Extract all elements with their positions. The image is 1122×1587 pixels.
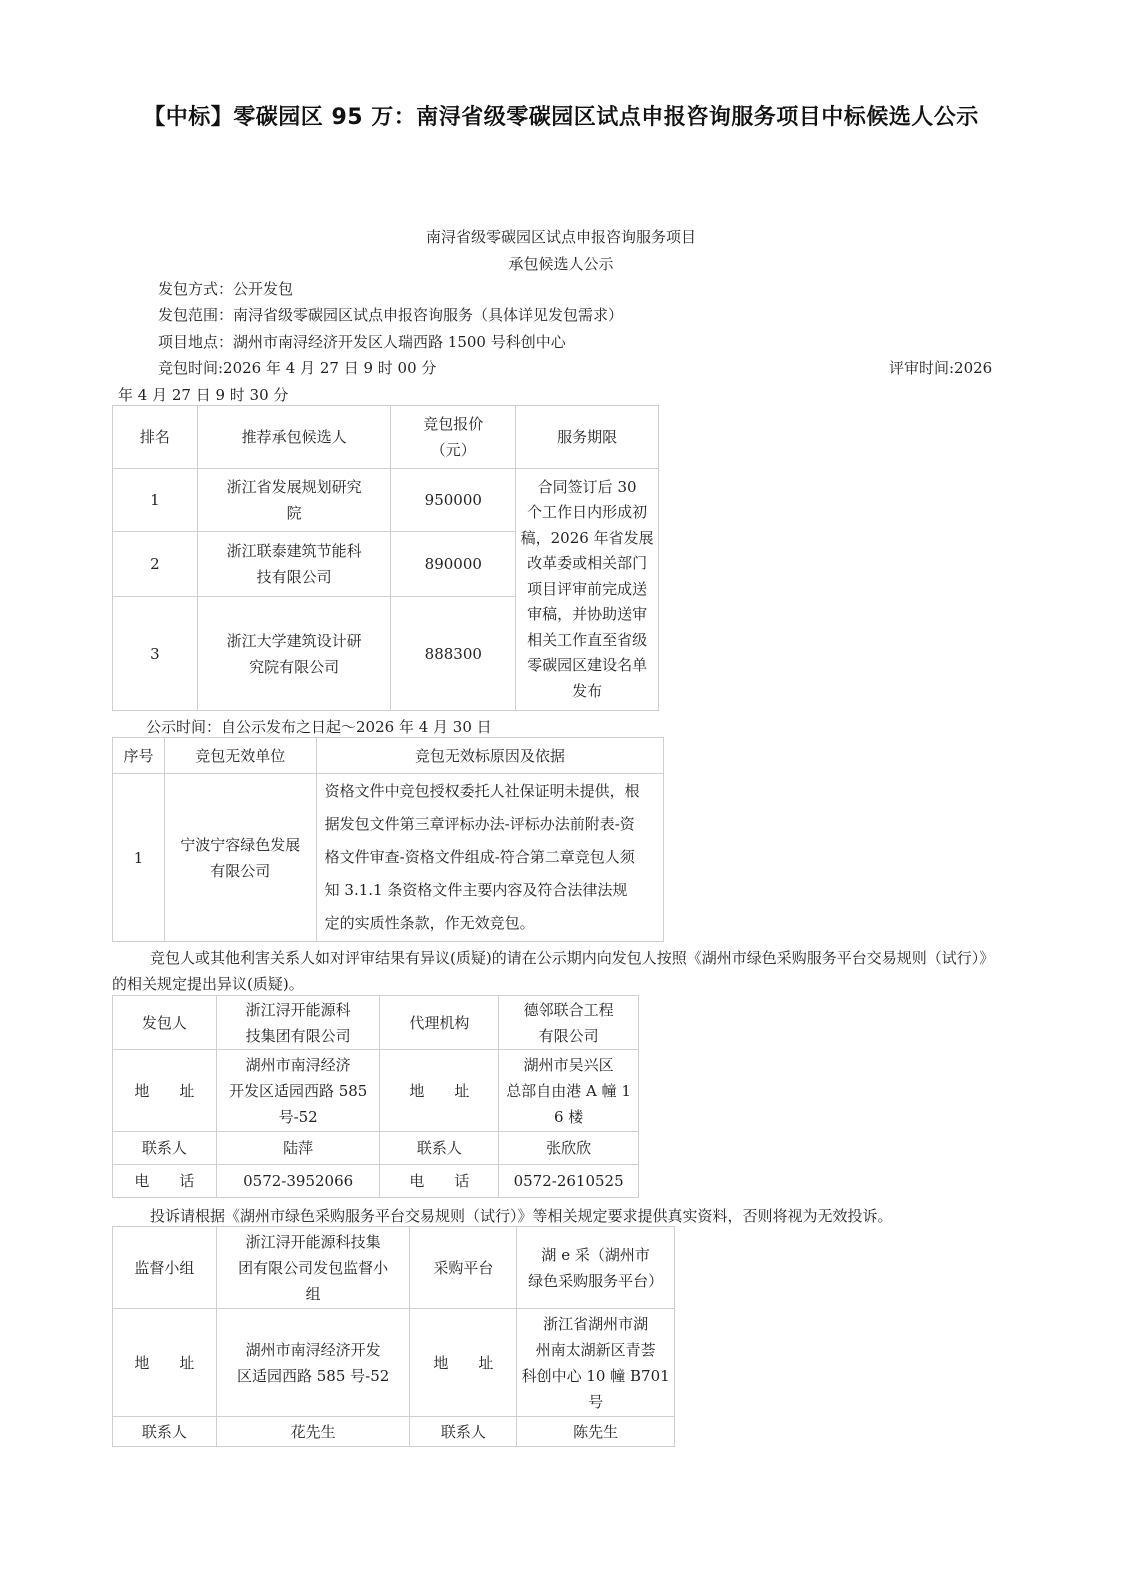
platform-name: 湖 e 采（湖州市 绿色采购服务平台）: [517, 1227, 675, 1309]
owner-name: 浙江浔开能源科 技集团有限公司: [216, 996, 380, 1050]
rank: 1: [113, 469, 198, 532]
supervisor-label: 监督小组: [113, 1227, 217, 1309]
complaint-notice: 投诉请根据《湖州市绿色采购服务平台交易规则（试行）》等相关规定要求提供真实资料，否则将视为无效投诉。: [150, 1207, 893, 1225]
agent-name: 德邻联合工程 有限公司: [499, 996, 639, 1050]
table-row: [113, 1165, 639, 1198]
header-service-period: 服务期限: [516, 406, 659, 469]
address-label: 地 址: [410, 1309, 517, 1417]
bid-price: 950000: [391, 469, 516, 532]
platform-address: 浙江省湖州市湖 州南太湖新区青荟 科创中心 10 幢 B701 号: [517, 1309, 675, 1417]
table-row: [113, 1227, 675, 1309]
bid-scope: 发包范围：南浔省级零碳园区试点申报咨询服务（具体详见发包需求）: [158, 306, 624, 324]
invalid-bids-table: [112, 737, 664, 942]
table-header-row: [113, 738, 664, 774]
table-row: [113, 1309, 675, 1417]
owner-address: 湖州市南浔经济 开发区适园西路 585 号-52: [216, 1050, 380, 1132]
bid-price: 888300: [391, 597, 516, 711]
header-invalid-unit: 竞包无效单位: [164, 738, 316, 774]
table-row: [113, 1417, 675, 1447]
page-title: 【中标】零碳园区 95 万：南浔省级零碳园区试点申报咨询服务项目中标候选人公示: [143, 105, 979, 130]
bid-price: 890000: [391, 532, 516, 597]
agent-contact: 张欣欣: [499, 1132, 639, 1165]
row-no: 1: [113, 774, 165, 942]
contact-label: 联系人: [113, 1132, 217, 1165]
address-label: 地 址: [113, 1309, 217, 1417]
address-label: 地 址: [113, 1050, 217, 1132]
table-row: [113, 469, 659, 532]
table-header-row: [113, 406, 659, 469]
document-title: 南浔省级零碳园区试点申报咨询服务项目: [425, 228, 696, 246]
candidate-name: 浙江联泰建筑节能科 技有限公司: [197, 532, 391, 597]
header-candidate: 推荐承包候选人: [197, 406, 391, 469]
header-rank: 排名: [113, 406, 198, 469]
owner-label: 发包人: [113, 996, 217, 1050]
publicity-time: 公示时间：自公示发布之日起～2026 年 4 月 30 日: [146, 718, 492, 736]
contact-label: 联系人: [410, 1417, 517, 1447]
table-row: [113, 1132, 639, 1165]
header-price: 竞包报价 （元）: [391, 406, 516, 469]
phone-label: 电 话: [380, 1165, 499, 1198]
invalid-reason: 资格文件中竞包授权委托人社保证明未提供，根 据发包文件第三章评标办法-评标办法前附表-资 格文件审查-资格文件组成-符合第二章竞包人须 知 3.1.1 条资格文件主要内容及符合法律法规 定的实质性条款，作无效竞包。: [316, 774, 663, 942]
address-label: 地 址: [380, 1050, 499, 1132]
phone-label: 电 话: [113, 1165, 217, 1198]
supervision-table: [112, 1226, 675, 1447]
owner-contact: 陆萍: [216, 1132, 380, 1165]
header-no: 序号: [113, 738, 165, 774]
objection-notice: 竞包人或其他利害关系人如对评审结果有异议(质疑)的请在公示期内向发包人按照《湖州市绿色采购服务平台交易规则（试行）》的相关规定提出异议(质疑)。: [112, 949, 995, 993]
supervisor-address: 湖州市南浔经济开发 区适园西路 585 号-52: [216, 1309, 410, 1417]
agent-label: 代理机构: [380, 996, 499, 1050]
platform-label: 采购平台: [410, 1227, 517, 1309]
candidates-table: [112, 405, 659, 711]
review-time: 评审时间:2026: [889, 359, 993, 377]
project-location: 项目地点：湖州市南浔经济开发区人瑞西路 1500 号科创中心: [158, 333, 566, 351]
bid-time: 竞包时间:2026 年 4 月 27 日 9 时 00 分: [158, 359, 437, 377]
bid-method: 发包方式：公开发包: [158, 280, 294, 298]
platform-contact: 陈先生: [517, 1417, 675, 1447]
invalid-unit: 宁波宁容绿色发展 有限公司: [164, 774, 316, 942]
rank: 3: [113, 597, 198, 711]
header-invalid-reason: 竞包无效标原因及依据: [316, 738, 663, 774]
contact-label: 联系人: [113, 1417, 217, 1447]
agent-address: 湖州市吴兴区 总部自由港 A 幢 1 6 楼: [499, 1050, 639, 1132]
candidate-name: 浙江大学建筑设计研 究院有限公司: [197, 597, 391, 711]
table-row: [113, 996, 639, 1050]
table-row: [113, 1050, 639, 1132]
contact-label: 联系人: [380, 1132, 499, 1165]
review-time-continued: 年 4 月 27 日 9 时 30 分: [118, 386, 289, 404]
contacts-table: [112, 995, 639, 1198]
table-row: [113, 774, 664, 942]
owner-phone: 0572-3952066: [216, 1165, 380, 1198]
service-period: 合同签订后 30 个工作日内形成初 稿，2026 年省发展 改革委或相关部门 项目评审前完成送 审稿，并协助送审 相关工作直至省级 零碳园区建设名单 发布: [516, 469, 659, 711]
supervisor-contact: 花先生: [216, 1417, 410, 1447]
supervisor-name: 浙江浔开能源科技集 团有限公司发包监督小 组: [216, 1227, 410, 1309]
document-subtitle: 承包候选人公示: [508, 255, 614, 273]
candidate-name: 浙江省发展规划研究 院: [197, 469, 391, 532]
rank: 2: [113, 532, 198, 597]
agent-phone: 0572-2610525: [499, 1165, 639, 1198]
